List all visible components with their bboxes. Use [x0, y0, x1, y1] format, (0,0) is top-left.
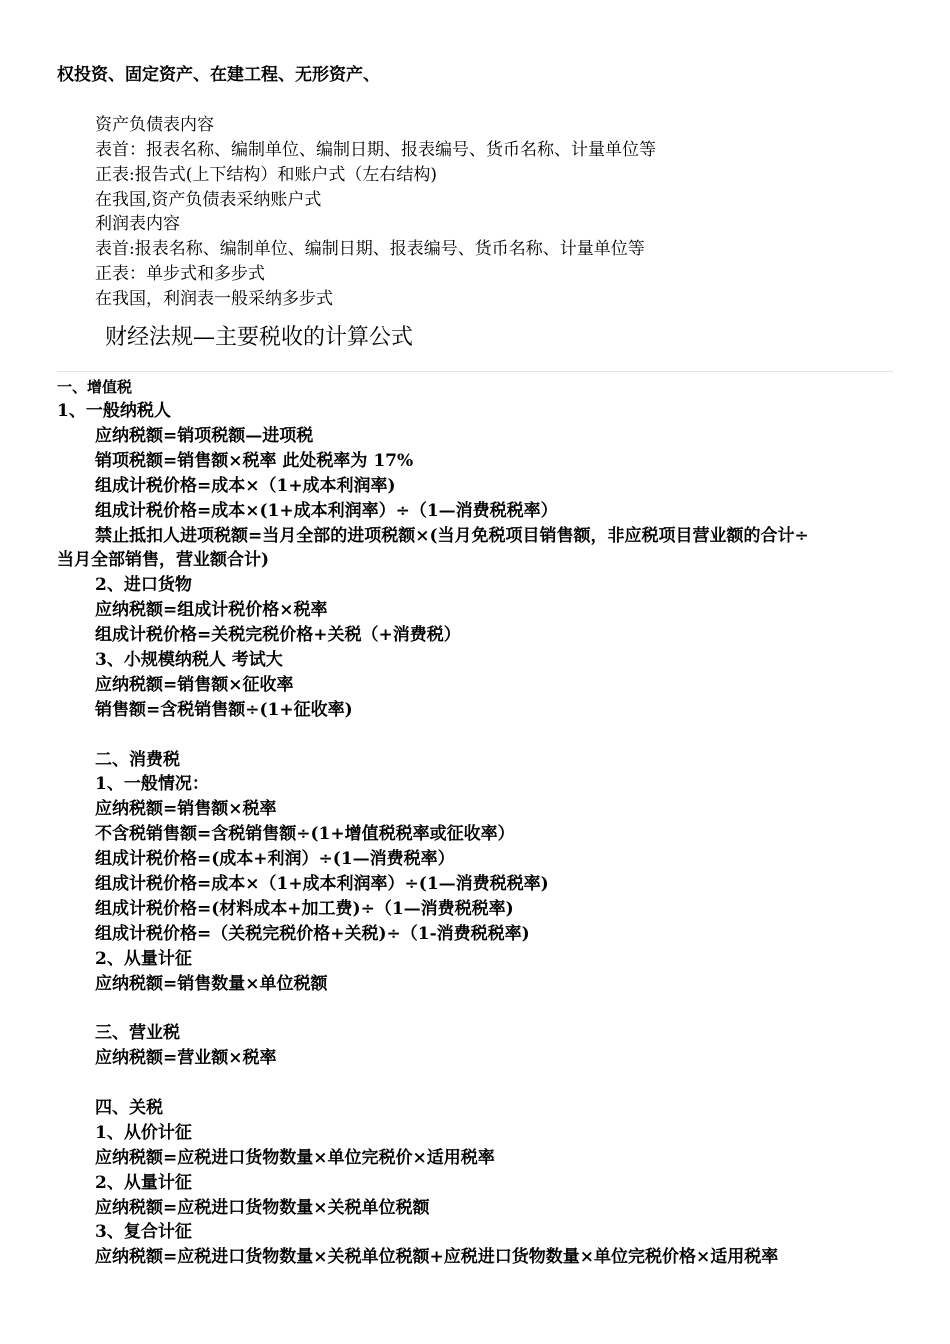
formula-line: 组成计税价格=(材料成本+加工费)÷（1—消费税税率)	[95, 899, 514, 919]
formula-line: 应纳税额=应税进口货物数量×关税单位税额	[95, 1198, 430, 1218]
formula-line: 组成计税价格=成本×（1+成本利润率)	[95, 476, 396, 496]
page-title: 财经法规—主要税收的计算公式	[105, 325, 414, 350]
section-heading: 一、增值税	[57, 378, 133, 396]
intro-line: 在我国，利润表一般采纳多步式	[95, 289, 333, 309]
formula-line: 组成计税价格=(成本+利润）÷(1—消费税率）	[95, 849, 455, 869]
subsection-heading: 2、进口货物	[95, 575, 192, 595]
subsection-heading: 3、小规模纳税人 考试大	[95, 650, 283, 670]
subsection-heading: 2、从量计征	[95, 1173, 192, 1193]
formula-line: 组成计税价格=成本×(1+成本利润率）÷（1—消费税税率）	[95, 501, 558, 521]
intro-line: 利润表内容	[95, 214, 180, 234]
intro-line: 正表：单步式和多步式	[95, 264, 265, 284]
subsection-heading: 1、从价计征	[95, 1123, 192, 1143]
formula-line: 当月全部销售，营业额合计)	[57, 550, 270, 570]
formula-line: 销项税额=销售额×税率 此处税率为 17%	[95, 451, 414, 471]
formula-line: 不含税销售额=含税销售额÷(1+增值税税率或征收率）	[95, 824, 515, 844]
formula-line: 应纳税额=销售额×税率	[95, 799, 277, 819]
section-heading: 四、关税	[95, 1098, 163, 1118]
intro-line: 正表:报告式(上下结构）和账户式（左右结构)	[95, 165, 437, 185]
section-heading: 二、消费税	[95, 750, 180, 770]
intro-line: 权投资、固定资产、在建工程、无形资产、	[57, 65, 380, 85]
formula-line: 组成计税价格=关税完税价格+关税（+消费税）	[95, 625, 461, 645]
formula-line: 应纳税额=组成计税价格×税率	[95, 600, 328, 620]
formula-line: 禁止抵扣人进项税额=当月全部的进项税额×(当月免税项目销售额，非应税项目营业额的合计÷	[95, 526, 809, 546]
subsection-heading: 2、从量计征	[95, 949, 192, 969]
formula-line: 销售额=含税销售额÷(1+征收率)	[95, 700, 353, 720]
subsection-heading: 3、复合计征	[95, 1222, 192, 1242]
formula-line: 应纳税额=营业额×税率	[95, 1048, 277, 1068]
title-divider	[57, 371, 893, 372]
formula-line: 组成计税价格=（关税完税价格+关税)÷（1-消费税税率)	[95, 924, 530, 944]
intro-line: 在我国,资产负债表采纳账户式	[95, 190, 322, 210]
formula-line: 组成计税价格=成本×（1+成本利润率）÷(1—消费税税率)	[95, 874, 549, 894]
formula-line: 应纳税额=应税进口货物数量×单位完税价×适用税率	[95, 1148, 495, 1168]
section-heading: 三、营业税	[95, 1023, 180, 1043]
formula-line: 应纳税额=销售额×征收率	[95, 675, 294, 695]
intro-line: 表首：报表名称、编制单位、编制日期、报表编号、货币名称、计量单位等	[95, 140, 656, 160]
formula-line: 应纳税额=销售数量×单位税额	[95, 974, 328, 994]
subsection-heading: 1、一般纳税人	[57, 401, 171, 421]
subsection-heading: 1、一般情况：	[95, 774, 209, 794]
formula-line: 应纳税额=销项税额—进项税	[95, 426, 314, 446]
intro-line: 表首:报表名称、编制单位、编制日期、报表编号、货币名称、计量单位等	[95, 239, 645, 259]
intro-line: 资产负债表内容	[95, 115, 214, 135]
formula-line: 应纳税额=应税进口货物数量×关税单位税额+应税进口货物数量×单位完税价格×适用税率	[95, 1247, 779, 1267]
